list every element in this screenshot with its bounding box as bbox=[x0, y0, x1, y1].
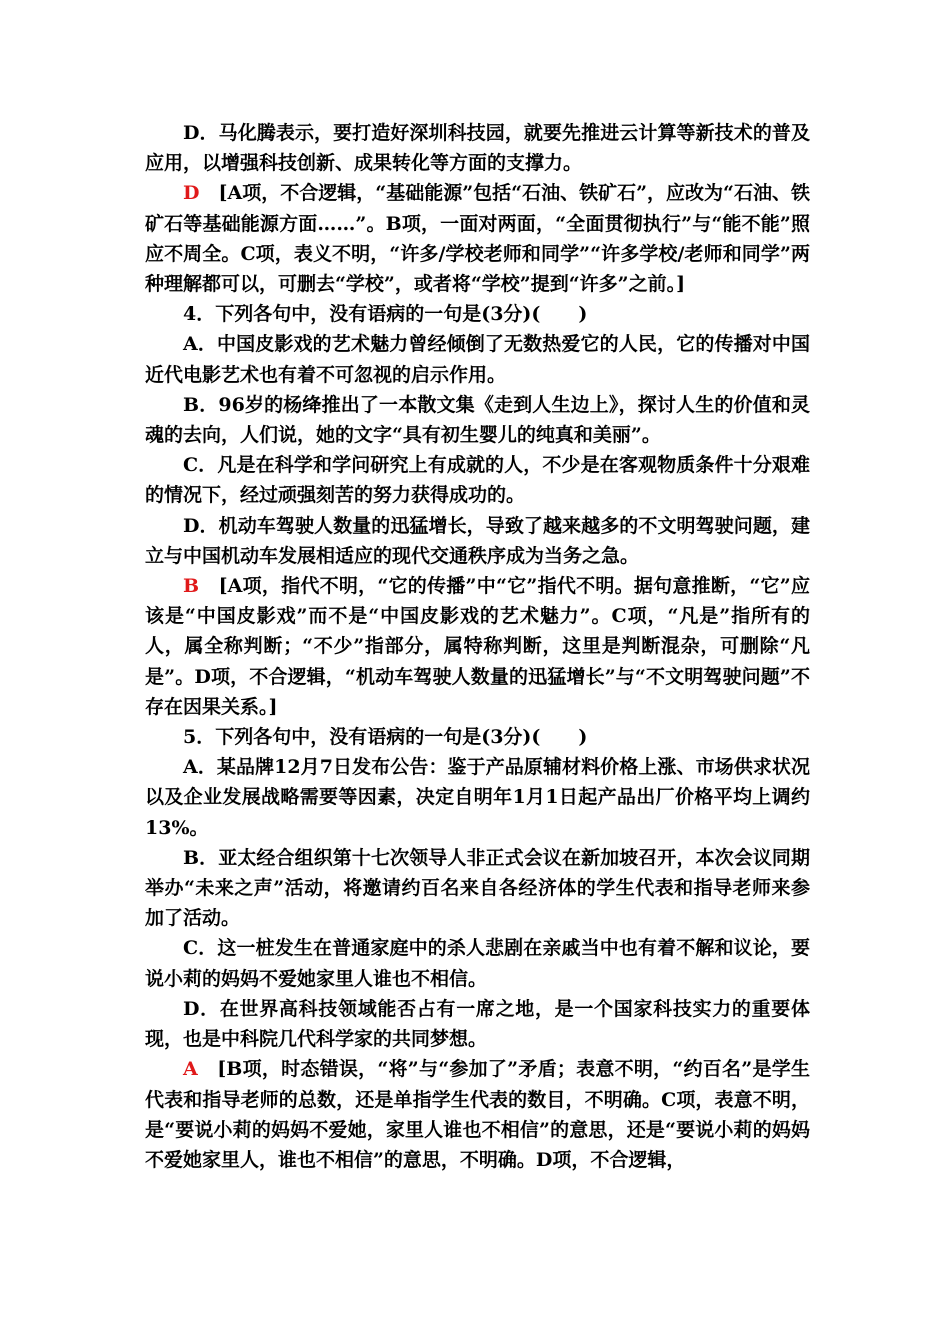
q4-option-b: B．96岁的杨绛推出了一本散文集《走到人生边上》，探讨人生的价值和灵魂的去向，人们说，她的文字“具有初生婴儿的纯真和美丽”。 bbox=[145, 393, 810, 447]
q5-stem: 5．下列各句中，没有语病的一句是(3分)( ) bbox=[183, 726, 588, 749]
q4-option-c: C．凡是在科学和学问研究上有成就的人，不少是在客观物质条件十分艰难的情况下，经过顽强刻苦的努力获得成功的。 bbox=[145, 454, 810, 507]
q5-option-c: C．这一桩发生在普通家庭中的杀人悲剧在亲戚当中也有着不解和议论，要说小莉的妈妈不爱她家里人谁也不相信。 bbox=[145, 937, 810, 990]
document-page bbox=[145, 118, 810, 1175]
q4-option-a: A．中国皮影戏的艺术魅力曾经倾倒了无数热爱它的人民，它的传播对中国近代电影艺术也有着不可忽视的启示作用。 bbox=[145, 333, 810, 386]
q5-option-d: D．在世界高科技领域能否占有一席之地，是一个国家科技实力的重要体现，也是中科院几代科学家的共同梦想。 bbox=[145, 997, 810, 1051]
q5-explanation: [B项，时态错误，“将”与“参加了”矛盾；表意不明，“约百名”是学生代表和指导老师的总数，还是单指学生代表的数目，不明确。C项，表意不明，是“要说小莉的妈妈不爱她，家里人谁也不相信”的意思，还是“要说小莉的妈妈不爱她家里人，谁也不相信”的意思，不明确。D项，不合逻辑， bbox=[145, 1058, 810, 1171]
q3-answer-letter: D bbox=[183, 182, 200, 205]
q4-explanation: [A项，指代不明，“它的传播”中“它”指代不明。据句意推断，“它”应该是“中国皮影戏”而不是“中国皮影戏的艺术魅力”。C项，“凡是”指所有的人，属全称判断；“不少”指部分，属特称判断，这里是判断混杂，可删除“凡是”。D项，不合逻辑，“机动车驾驶人数量的迅猛增长”与“不文明驾驶问题”不存在因果关系。] bbox=[145, 575, 810, 718]
q3-option-d: D．马化腾表示，要打造好深圳科技园，就要先推进云计算等新技术的普及应用，以增强科技创新、成果转化等方面的支撑力。 bbox=[145, 122, 810, 175]
q5-option-b: B．亚太经合组织第十七次领导人非正式会议在新加坡召开，本次会议同期举办“未来之声”活动，将邀请约百名来自各经济体的学生代表和指导老师来参加了活动。 bbox=[145, 846, 810, 930]
q4-stem: 4．下列各句中，没有语病的一句是(3分)( ) bbox=[183, 303, 588, 326]
q3-answer-block bbox=[145, 178, 810, 299]
q5-answer-block bbox=[145, 1054, 810, 1175]
q4-answer-letter: B bbox=[183, 575, 200, 598]
q5-answer-letter: A bbox=[183, 1058, 198, 1081]
q5-option-a: A．某品牌12月7日发布公告：鉴于产品原辅材料价格上涨、市场供求状况以及企业发展战略需要等因素，决定自明年1月1日起产品出厂价格平均上调约13%。 bbox=[145, 756, 810, 839]
q3-explanation: [A项，不合逻辑，“基础能源”包括“石油、铁矿石”，应改为“石油、铁矿石等基础能源方面……”。B项，一面对两面，“全面贯彻执行”与“能不能”照应不周全。C项，表义不明，“许多/学校老师和同学”“许多学校/老师和同学”两种理解都可以，可删去“学校”，或者将“学校”提到“许多”之前。] bbox=[145, 182, 810, 296]
q4-answer-block bbox=[145, 571, 810, 722]
q4-option-d: D．机动车驾驶人数量的迅猛增长，导致了越来越多的不文明驾驶问题，建立与中国机动车发展相适应的现代交通秩序成为当务之急。 bbox=[145, 514, 810, 567]
